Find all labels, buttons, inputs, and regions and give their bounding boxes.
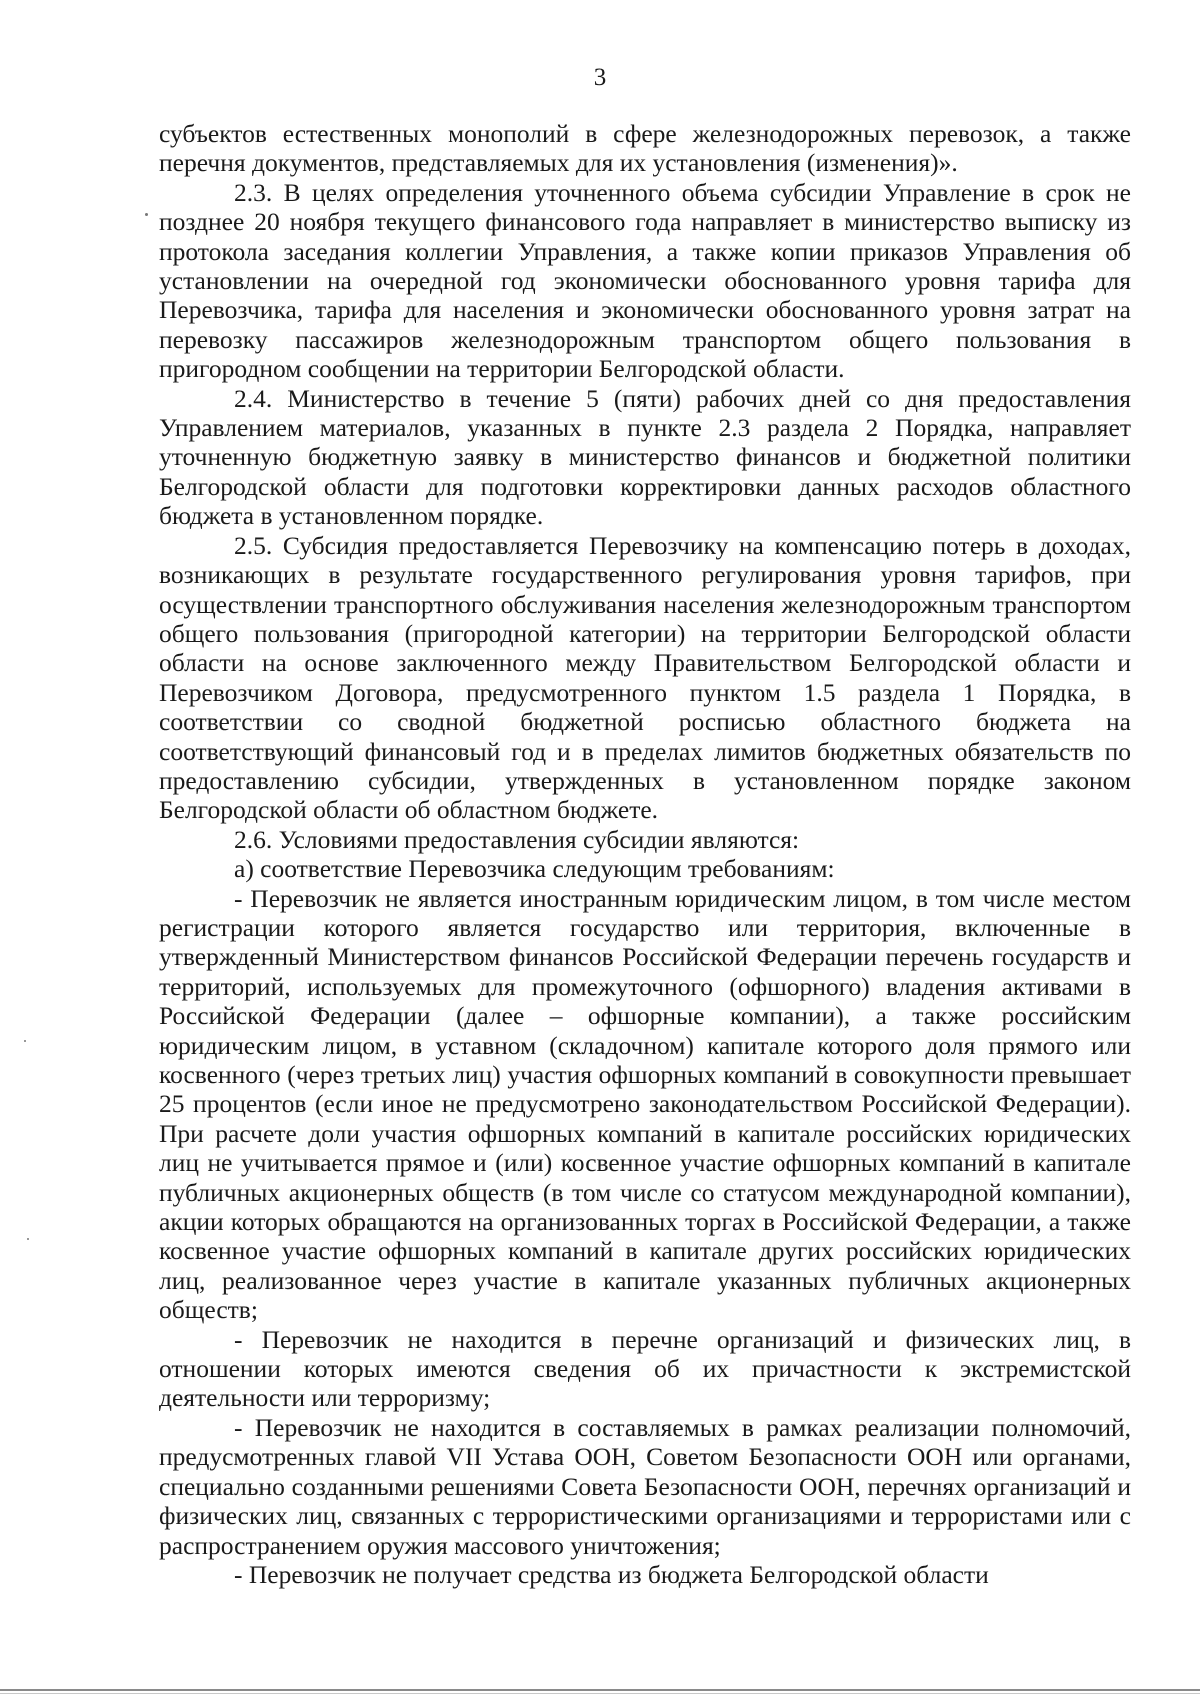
requirement-extremism: - Перевозчик не находится в перечне организаций и физических лиц, в отношении которых имеются сведения об их причастности к экстремистской деятельности или терроризму; <box>159 1324 1131 1413</box>
scan-bottom-edge-shadow <box>0 1693 1200 1694</box>
paragraph-2-5: 2.5. Субсидия предоставляется Перевозчику на компенсацию потерь в доходах, возникающих в результате государственного регулирования уровня тарифов, при осуществлении транспортного обслуживания населения железнодорожным транспортом общего пользования (пригородной категории) на территории Белгородской области области на основе заключенного между Правительством Белгородской области и Перевозчиком Договора, предусмотренного пунктом 1.5 раздела 1 Порядка, в соответствии со сводной бюджетной росписью областного бюджета на соответствующий финансовый год и в пределах лимитов бюджетных обязательств по предоставлению субсидии, утвержденных в установленном порядке законом Белгородской области об областном бюджете. <box>159 530 1131 825</box>
paragraph-2-4: 2.4. Министерство в течение 5 (пяти) рабочих дней со дня предоставления Управлением материалов, указанных в пункте 2.3 раздела 2 Порядка, направляет уточненную бюджетную заявку в министерство финансов и бюджетной политики Белгородской области для подготовки корректировки данных расходов областного бюджета в установленном порядке. <box>159 383 1131 531</box>
page-number: 3 <box>593 64 607 91</box>
scan-bottom-edge <box>0 1689 1200 1691</box>
scan-speck <box>24 1040 26 1042</box>
paragraph-2-6: 2.6. Условиями предоставления субсидии являются: <box>234 824 800 854</box>
paragraph-continuation: субъектов естественных монополий в сфере железнодорожных перевозок, а также перечня документов, представляемых для их установления (изменения)». <box>159 119 1131 178</box>
requirement-offshore: - Перевозчик не является иностранным юридическим лицом, в том числе местом регистрации которого является государство или территория, включенные в утвержденный Министерством финансов Российской Федерации перечень государств и территорий, используемых для промежуточного (офшорного) владения активами в Российской Федерации (далее – офшорные компании), а также российским юридическим лицом, в уставном (складочном) капитале которого доля прямого или косвенного (через третьих лиц) участия офшорных компаний в совокупности превышает 25 процентов (если иное не предусмотрено законодательством Российской Федерации). При расчете доли участия офшорных компаний в капитале российских юридических лиц не учитывается прямое и (или) косвенное участие офшорных компаний в капитале публичных акционерных обществ (в том числе со статусом международной компании), акции которых обращаются на организованных торгах в Российской Федерации, а также косвенное участие офшорных компаний в капитале других российских юридических лиц, реализованное через участие в капитале указанных публичных акционерных обществ; <box>159 883 1131 1325</box>
paragraph-2-3: 2.3. В целях определения уточненного объема субсидии Управление в срок не позднее 20 ноября текущего финансового года направляет в министерство выписку из протокола заседания коллегии Управления, а также копии приказов Управления об установлении на очередной год экономически обоснованного уровня тарифа для Перевозчика, тарифа для населения и экономически обоснованного уровня затрат на перевозку пассажиров железнодорожным транспортом общего пользования в пригородном сообщении на территории Белгородской области. <box>159 177 1131 384</box>
scan-speck <box>145 213 148 216</box>
document-body <box>159 119 1131 1589</box>
requirement-regional-budget: - Перевозчик не получает средства из бюджета Белгородской области <box>234 1559 989 1589</box>
requirement-un-lists: - Перевозчик не находится в составляемых в рамках реализации полномочий, предусмотренных главой VII Устава ООН, Советом Безопасности ООН или органами, специально созданными решениями Совета Безопасности ООН, перечнях организаций и физических лиц, связанных с террористическими организациями и террористами или с распространением оружия массового уничтожения; <box>159 1412 1131 1560</box>
scan-speck <box>27 1238 29 1240</box>
paragraph-2-6-a: а) соответствие Перевозчика следующим требованиям: <box>234 854 835 884</box>
